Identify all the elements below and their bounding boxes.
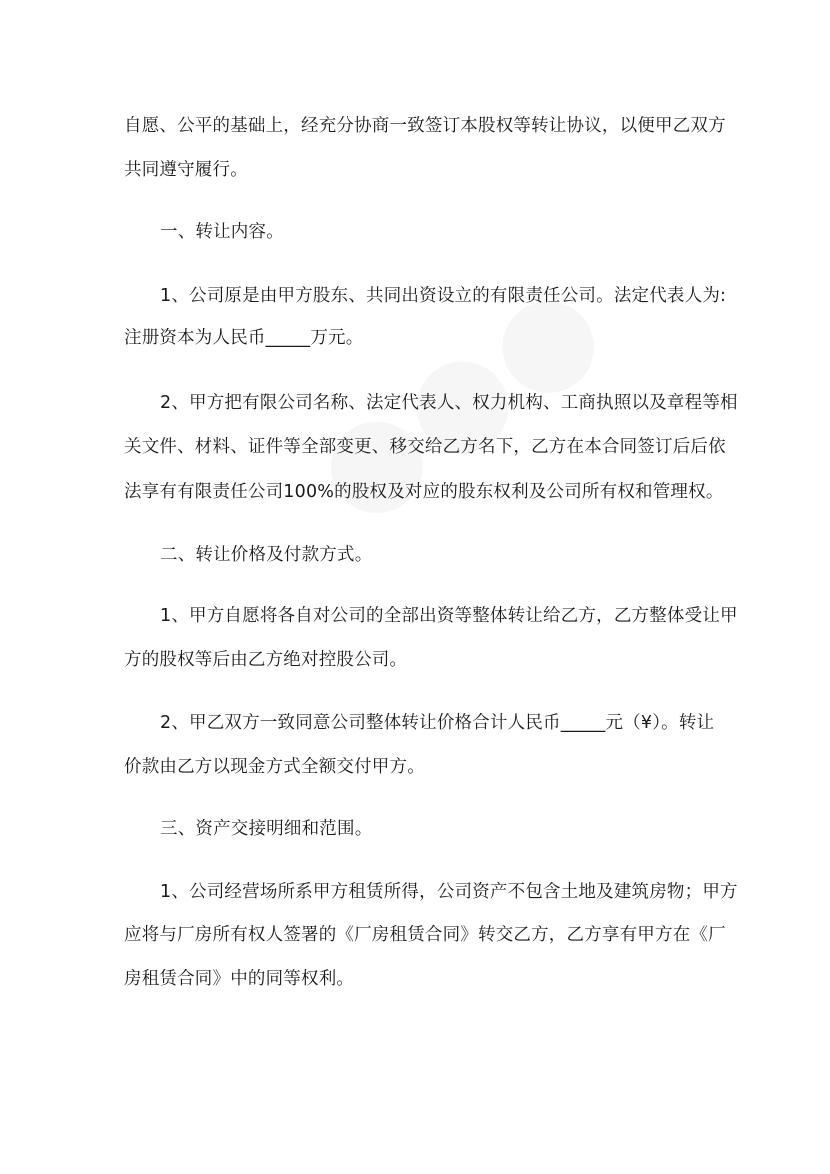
paragraph-line: 共同遵守履行。: [124, 160, 248, 180]
paragraph-line: 2、甲乙双方一致同意公司整体转让价格合计人民币_____元（¥）。转让: [160, 713, 715, 733]
paragraph-line: 1、甲方自愿将各自对公司的全部出资等整体转让给乙方，乙方整体受让甲: [160, 606, 738, 626]
paragraph-line: 应将与厂房所有权人签署的《厂房租赁合同》转交乙方，乙方享有甲方在《厂: [124, 925, 726, 945]
paragraph-line: 关文件、材料、证件等全部变更、移交给乙方名下，乙方在本合同签订后后依: [124, 437, 726, 457]
paragraph-line: 自愿、公平的基础上，经充分协商一致签订本股权等转让协议，以便甲乙双方: [124, 116, 726, 136]
paragraph-line: 价款由乙方以现金方式全额交付甲方。: [124, 757, 425, 777]
section-heading-transfer-content: 一、转让内容。: [160, 222, 284, 242]
paragraph-line: 1、公司原是由甲方股东、共同出资设立的有限责任公司。法定代表人为:: [160, 286, 727, 306]
section-heading-price-payment: 二、转让价格及付款方式。: [160, 545, 373, 565]
paragraph-line: 房租赁合同》中的同等权利。: [124, 969, 355, 989]
paragraph-line: 方的股权等后由乙方绝对控股公司。: [124, 650, 408, 670]
paragraph-line: 1、公司经营场所系甲方租赁所得，公司资产不包含土地及建筑房物；甲方: [160, 882, 738, 902]
paragraph-line: 2、甲方把有限公司名称、法定代表人、权力机构、工商执照以及章程等相: [160, 393, 738, 413]
paragraph-line: 注册资本为人民币_____万元。: [124, 328, 364, 348]
section-heading-asset-handover: 三、资产交接明细和范围。: [160, 819, 373, 839]
paragraph-line: 法享有有限责任公司100%的股权及对应的股东权利及公司所有权和管理权。: [124, 482, 724, 502]
